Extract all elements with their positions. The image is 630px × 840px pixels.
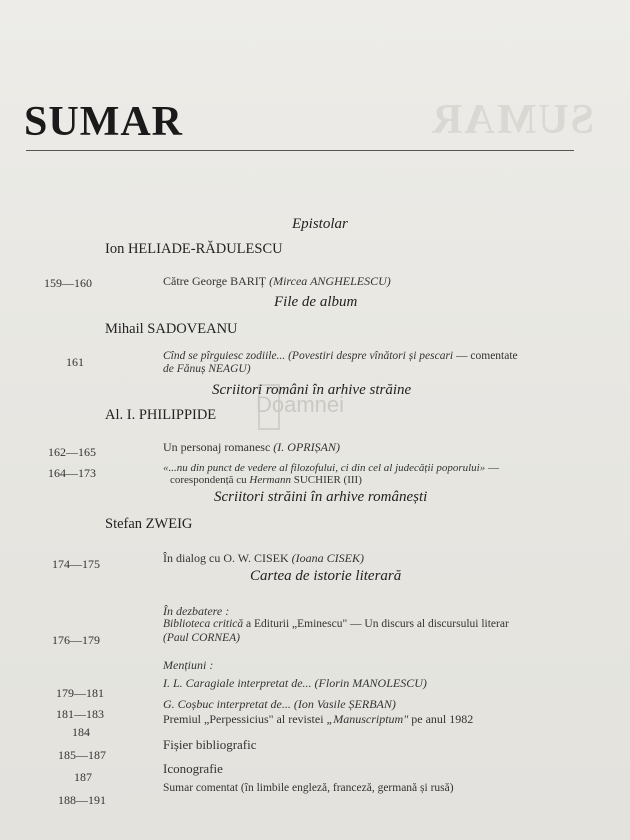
entry-pages: 162—165 [48,445,96,459]
entry-title: Iconografie [163,761,223,776]
toc-entry [163,350,518,362]
toc-entry [163,462,499,474]
toc-entry [163,712,473,727]
entry-title-suffix: pe anul 1982 [408,712,474,726]
entry-title: G. Coșbuc interpretat de... [163,697,291,711]
entry-note: (Mircea ANGHELESCU) [269,274,391,288]
entry-prefix: corespondență cu [170,474,250,486]
entry-note: (Paul CORNEA) [163,632,240,644]
watermark: Doamnei [256,392,345,417]
toc-entry [163,440,340,455]
entry-title: În dialog cu O. W. CISEK [163,551,289,565]
entry-pages: 161 [66,355,84,369]
entry-pages: 181—183 [56,707,104,721]
entry-note-upper: SUCHIER (III) [293,474,362,486]
entry-note: (Ioana CISEK) [291,551,364,565]
section-heading-epistolar: Epistolar [292,216,348,232]
toc-entry [163,551,364,566]
entry-pages: 187 [74,770,92,784]
toc-entry [163,697,396,712]
toc-entry-line2 [170,474,362,486]
entry-title: I. L. Caragiale interpretat de... [163,676,312,690]
entry-title-italic: „Manuscriptum" [326,712,409,726]
toc-entry-line2 [163,363,251,375]
entry-note: Hermann [249,474,294,486]
label-in-dezbatere: În dezbatere : [163,604,230,618]
author-zweig: Stefan ZWEIG [105,516,193,532]
entry-note: (I. OPRIȘAN) [273,440,340,454]
toc-entry-line2 [163,632,240,644]
entry-title-suffix: — comentate [453,350,518,362]
entry-pages: 176—179 [52,633,100,647]
entry-pages: 179—181 [56,686,104,700]
entry-title-suffix: — [485,462,499,474]
entry-title: Sumar comentat (în limbile engleză, franceză, germană și rusă) [163,782,454,794]
bleed-through-ghost: SUMAR [430,97,594,143]
entry-note: (Ion Vasile ȘERBAN) [293,697,396,711]
toc-entry [163,274,391,289]
section-heading-cartea: Cartea de istorie literară [250,568,402,584]
author-sadoveanu: Mihail SADOVEANU [105,321,238,337]
entry-title: Cînd se pîrguiesc zodiile... (Povestiri despre vînători și pescari [163,350,454,362]
entry-pages: 184 [72,725,90,739]
entry-pages: 174—175 [52,557,100,571]
entry-note: (Florin MANOLESCU) [314,676,427,690]
title-rule [26,150,574,151]
page-title: SUMAR [24,99,183,145]
toc-entry [163,761,223,777]
entry-title: «...nu din punct de vedere al filozofului, ci din cel al judecății poporului» [163,462,486,474]
entry-title: Premiul „Perpessicius" al revistei [163,712,327,726]
toc-entry [163,676,427,691]
entry-pages: 159—160 [44,276,92,290]
entry-pages: 188—191 [58,793,106,807]
entry-title-suffix: a Editurii „Eminescu" — Un discurs al discursului literar [243,618,509,630]
section-heading-scriitori-romani: Scriitori români în arhive străine [212,382,412,398]
entry-pages: 185—187 [58,748,106,762]
toc-entry [163,782,454,794]
entry-prefix: de [163,363,177,375]
entry-pages: 164—173 [48,466,96,480]
toc-entry [163,737,257,753]
author-philippide: Al. I. PHILIPPIDE [105,407,217,423]
entry-title: Fișier bibliografic [163,737,257,752]
entry-note: Fănuș NEAGU) [176,363,251,375]
entry-title: Către George BARIȚ [163,274,267,288]
section-heading-file-de-album: File de album [274,294,358,310]
entry-title: Biblioteca critică [163,618,244,630]
entry-title: Un personaj romanesc [163,440,271,454]
label-mentiuni: Mențiuni : [163,658,214,672]
author-heliade: Ion HELIADE-RĂDULESCU [105,241,283,257]
toc-entry [163,618,509,630]
section-heading-scriitori-straini: Scriitori străini în arhive românești [214,489,428,505]
